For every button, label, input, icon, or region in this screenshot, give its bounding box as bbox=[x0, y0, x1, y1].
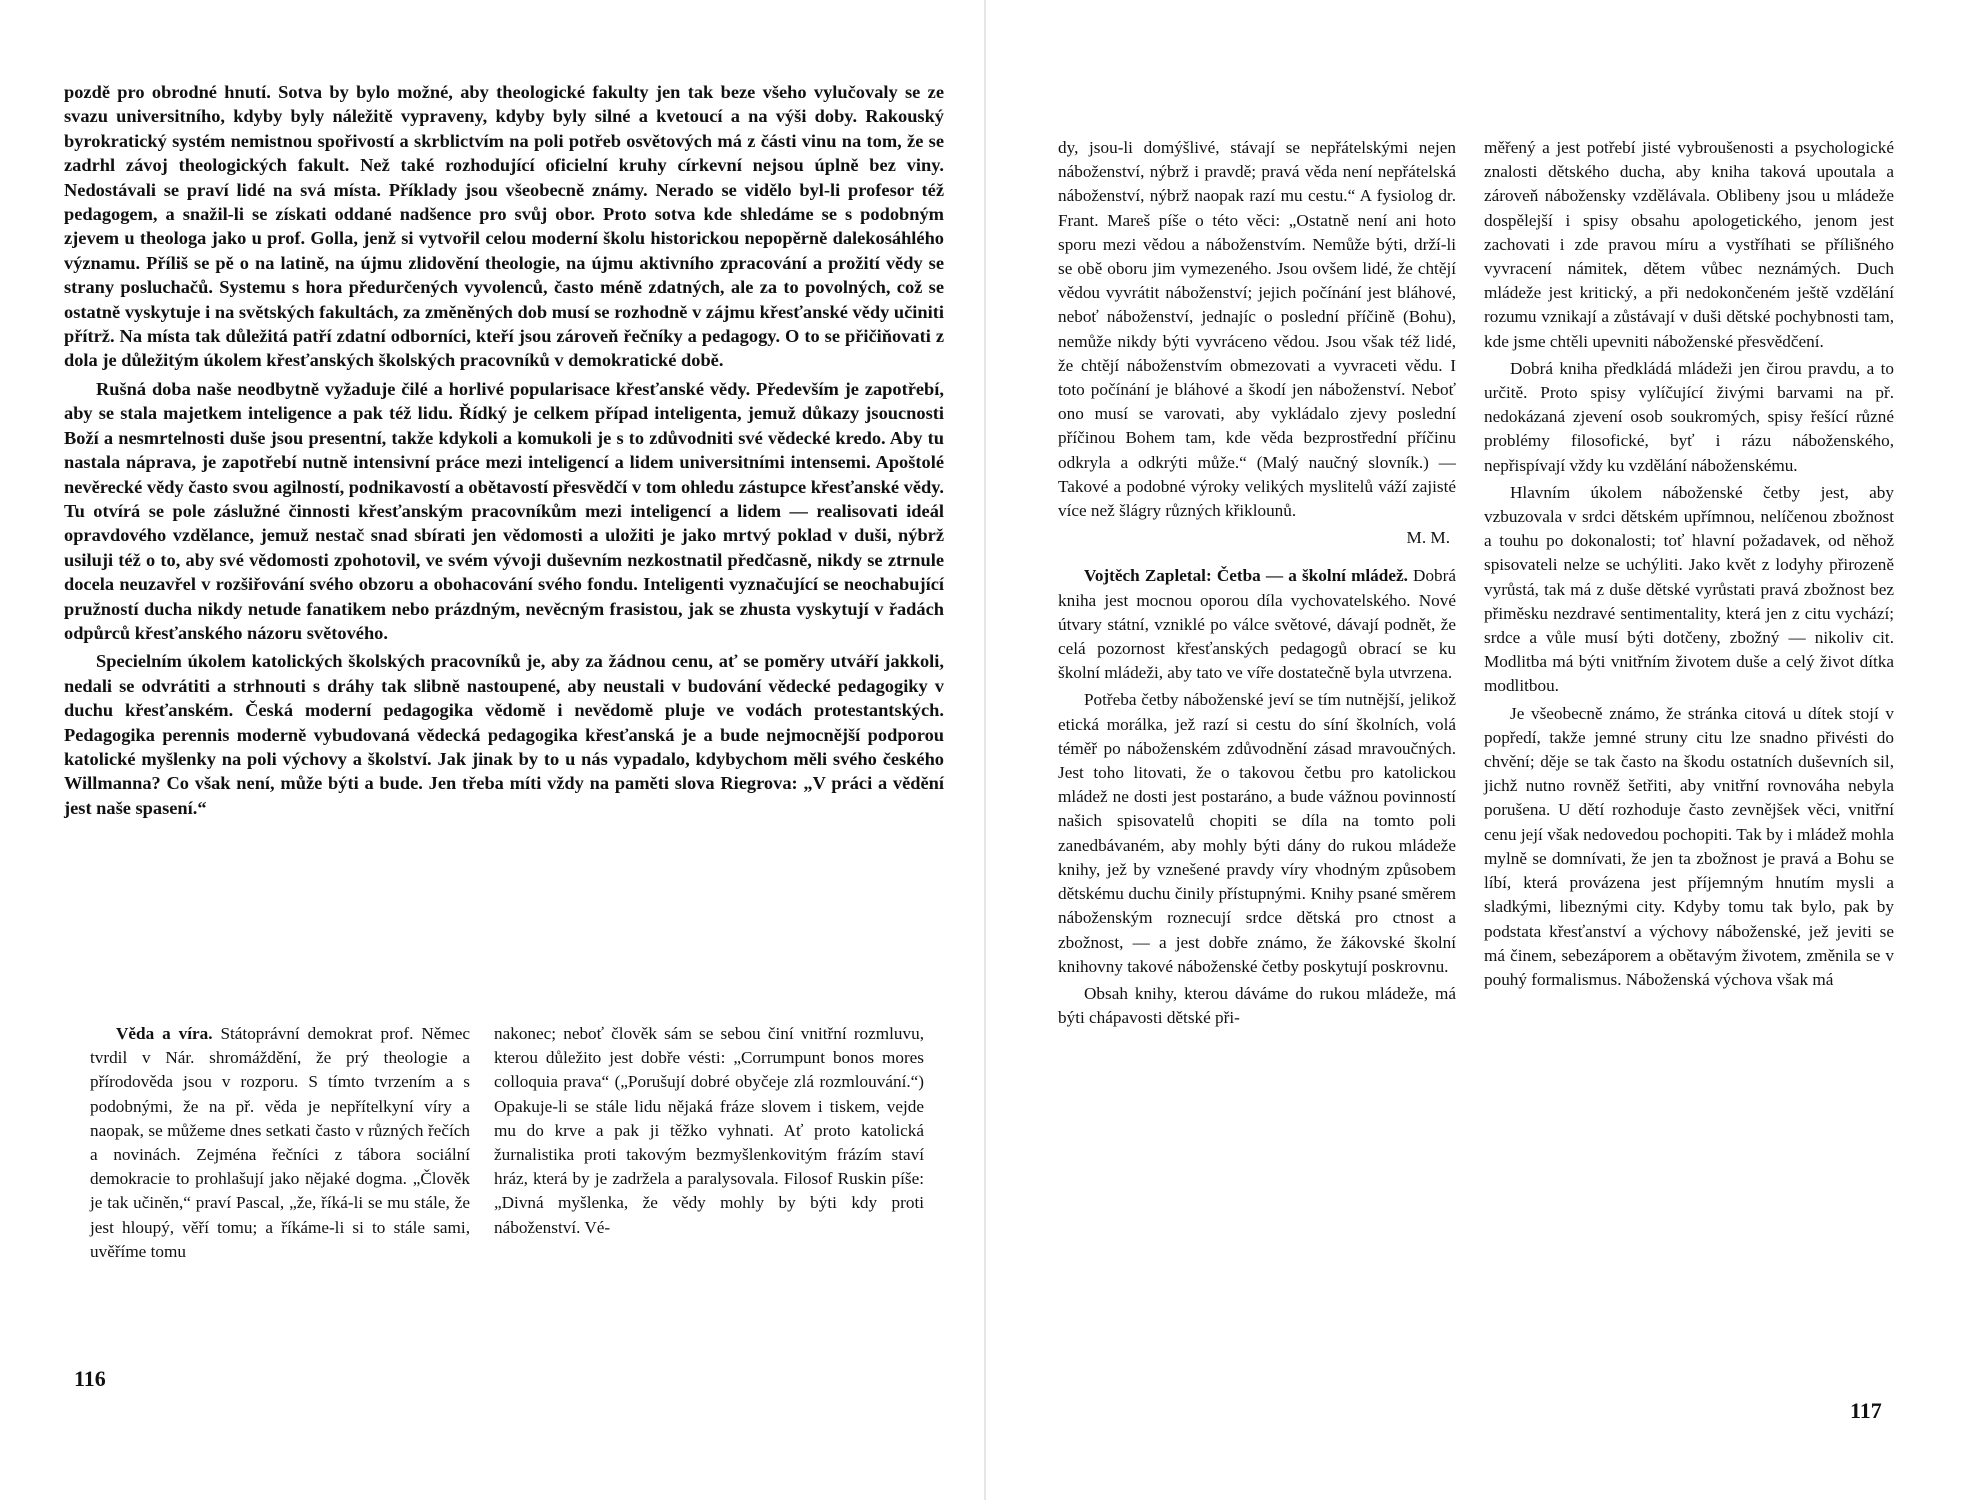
paragraph: Je všeobecně známo, že stránka citová u dítek stojí v popředí, takže jemné struny citu lze snadno přivésti do chvění; děje se tak často na škodu ostatních duševních sil, jichž nutno rovněž šetřiti, aby vnitřní rovnováha nebyla porušena. U dětí rozhoduje často zevnějšek věci, vnitřní cenu její však nedovedou pochopiti. Tak by i mládež mohla mylně se domnívati, že jen ta zbožnost je pravá a Bohu se líbí, která provázena jest příjemným hnutím mysli a sladkými, libeznými city. Kdyby tomu tak bylo, pak by podstata křesťanství a výchovy náboženské, jež jeviti se má činem, sebezáporem a obětavým životem, změnila se v pouhý formalismus. Náboženská výchova však má bbox=[1484, 703, 1894, 989]
paragraph: Dobrá kniha jest mocnou oporou díla vychovatelského. Nové útvary státní, vzniklé po válce světové, dávají podnět, že celá pozornost křesťanských pedagogů obrací se ku školní mládeži, aby tato ve víře dostatečně byla utvrzena. bbox=[1058, 566, 1456, 683]
page-number: 117 bbox=[1850, 1398, 1882, 1423]
paragraph: Rušná doba naše neodbytně vyžaduje čilé a horlivé popularisace křesťanské vědy. Především je zapotřebí, aby se stala majetkem inteligence a pak též lidu. Řídký je celkem případ inteligenta, jemuž důkazy jsoucnosti Boží a nesmrtelnosti duše jsou presentní, takže kdykoli a komukoli je s to zdůvodniti své vědecké kredo. Aby tu nastala náprava, je zapotřebí nutně intensivní práce mezi inteligencí a lidem universitními intensemi. Apoštolé nevěrecké vědy často svou agilností, podnikavostí a obětavostí přesvědčí v tom ohledu zástupce křesťanské vědy. Tu otvírá se pole záslužné činnosti křesťanským pracovníkům mezi inteligencí a lidem — realisovati ideál opravdového vzdělance, jemuž nestač snad sbírati jen vědomosti a uložiti je jako mrtvý poklad v duši, nýbrž usiluji též o to, aby své vědomosti zpohotovil, ve svém vývoji duševním nezkostnatil předčasně, nikdy se ztrnule docela neuzavřel v rozšiřování svého obzoru a obohacování svého fondu. Inteligenti vyznačující se neochabující pružností ducha nikdy netude fanatikem nebo prázdným, nevěcným frasistou, jak se zhusta vyskytují v řadách odpůrců křesťanského názoru světového. bbox=[64, 378, 944, 643]
paragraph: Státoprávní demokrat prof. Němec tvrdil v Nár. shromáždění, že prý theologie a přírodověda jsou v rozporu. S tímto tvrzením a s podobnými, že na př. věda je nepřítelkyní víry a naopak, se můžeme dnes setkati často v různých řečích a novinách. Zejména řečníci z tábora sociální demokracie to prohlašují jako nějaké dogma. „Člověk je tak učiněn,“ praví Pascal, „že, říká-li se mu stále, že jest hloupý, věří tomu; a říkáme-li si to stále sami, uvěříme tomu bbox=[90, 1024, 470, 1261]
page-number: 116 bbox=[74, 1366, 106, 1391]
section-heading: Vojtěch Zapletal: Četba — a školní mládež. bbox=[1084, 566, 1408, 586]
paragraph: Specielním úkolem katolických školských pracovníků je, aby za žádnou cenu, ať se poměry utváří jakkoli, nedali se odvrátiti a strhnouti s dráhy tak slibně nastoupené, aby neustali v budování vědecké pedagogiky v duchu křesťanském. Česká moderní pedagogika vědomě i nevědomě pluje ve vodách protestantských. Pedagogika perennis moderně vybudovaná vědecká pedagogika křesťanská je a bude nejmocnější podporou katolické myšlenky na poli výchovy a školství. Jak jinak by to u nás vypadalo, kdybychom měli svého českého Willmanna? Co však není, může býti a bude. Jen třeba míti vždy na paměti slova Riegrova: „V práci a vědění jest naše spasení.“ bbox=[64, 651, 944, 818]
paragraph: Dobrá kniha předkládá mládeži jen čirou pravdu, a to určitě. Proto spisy vylíčující živými barvami na př. nedokázaná zjevení osob soukromých, spisy řešící různé problémy filosofické, byť i rázu náboženského, nepřispívají vždy ku vzdělání náboženskému. bbox=[1484, 358, 1894, 475]
paragraph: měřený a jest potřebí jisté vybroušenosti a psychologické znalosti dětského ducha, aby kniha taková upoutala a zároveň nábožensky vzdělávala. Oblibeny jsou u mládeže dospělejší i spisy obsahu apologetického, jenom jest zachovati i zde pravou míru a vystříhati se přílišného vyvracení námitek, dětem vůbec neznámých. Duch mládeže jest kritický, a při nedokončeném ještě vzdělání rozumu vznikají a zůstávají v duši dětské pochybnosti tam, kde jsme chtěli upevniti náboženské přesvědčení. bbox=[1484, 138, 1894, 351]
right-column-2 bbox=[1484, 136, 1894, 992]
left-top-article bbox=[64, 80, 944, 820]
signature: M. M. bbox=[1406, 528, 1450, 548]
paragraph: Hlavním úkolem náboženské četby jest, aby vzbuzovala v srdci dětském upřímnou, nelíčenou zbožnost a touhu po dokonalosti; toť hlavní požadavek, od něhož spisovateli nelze se uchýliti. Jako květ z lodyhy přirozeně vyrůstá, tak má z duše dětské vyrůstati pravá zbožnost bez přiměsku nezdravé sentimentality, která jen z citu vychází; srdce a vůle musí býti dotčeny, zbožný — nikoliv cit. Modlitba má býti vnitřním životem duše a celý život dítka modlitbou. bbox=[1484, 482, 1894, 696]
paragraph: Obsah knihy, kterou dáváme do rukou mládeže, má býti chápavosti dětské při- bbox=[1058, 983, 1456, 1028]
paragraph: dy, jsou-li domýšlivé, stávají se nepřátelskými nejen náboženství, nýbrž i pravdě; pravá věda není nepřátelská náboženství, nýbrž naopak razí mu cestu.“ A fysiolog dr. Frant. Mareš píše o této věci: „Ostatně není ani hoto sporu mezi vědou a náboženstvím. Nemůže býti, drží-li se obě oboru jim vymezeného. Jsou ovšem lidé, že chtějí vědou vyvrátit náboženství; jejich počínání jest bláhové, neboť náboženství, jednajíc o poslední příčině (Bohu), nemůže nikdy býti vyvráceno vědou. Jsou však též lidé, že chtějí náboženstvím obmezovati a vyvraceti vědu. I toto počínání je bláhové a škodí jen náboženství. Neboť ono musí se varovati, aby vykládalo zjevy poslední příčinou Bohem tam, kde věda bezprostřední příčinu odkryla a odkrýti může.“ (Malý naučný slovník.) — Takové a podobné výroky velikých myslitelů váží zajisté více než šlágry různých křiklounů. bbox=[1058, 138, 1456, 521]
right-page bbox=[985, 0, 1970, 1500]
paragraph: nakonec; neboť člověk sám se sebou činí vnitřní rozmluvu, kterou důležito jest dobře vésti: „Corrumpunt bonos mores colloquia prava“ („Porušují dobré obyčeje zlá rozmlouvání.“) Opakuje-li se stále lidu nějaká fráze slovem i tiskem, vejde mu do krve a pak ji těžko vyhnati. Ať proto katolická žurnalistika proti takovým bezmyšlenkovitým frázím staví hráz, která by je zadržela a paralysovala. Filosof Ruskin píše: „Divná myšlenka, že vědy mohly by býti kdy proti náboženství. Vé- bbox=[494, 1024, 924, 1237]
paragraph: pozdě pro obrodné hnutí. Sotva by bylo možné, aby theologické fakulty jen tak beze všeho vylučovaly se ze svazu universitního, kdyby byly náležitě vypraveny, kdyby byly silné a kvetoucí a na výši doby. Rakouský byrokratický systém nemistnou spořivostí a skrblictvím na poli potřeb osvětových má z části vinu na tom, že se zadrhl závoj theologických fakult. Než také rozhodující oficielní kruhy církevní nejsou úplně bez viny. Nedostávali se praví lidé na svá místa. Příklady jsou všeobecně známy. Nerado se vidělo byl-li profesor též pedagogem, a snažil-li se získati oddané nadšence pro svůj obor. Proto sotva kde shledáme se s podobným zjevem u theologa jako u prof. Golla, jenž si vytvořil celou moderní školu historickou nepopěrně dalekosáhlého významu. Příliš se pě o na latině, na újmu zlidovění theologie, na újmu aktivního zpracování a prožití vědy se strany posluchačů. Systemu s hora předurčených vyvolenců, často méně zdatných, ale za to povolných, což se ostatně vyskytuje i na světských fakultách, za změněných dob musí se rozhodně v zájmu křesťanské vědy učiniti přítrž. Na místa tak důležitá patří zdatní odborníci, kteří jsou zároveň řečníky a pedagogy. O to se přičiňovati z dola je důležitým úkolem křesťanských školských pracovníků v demokratické době. bbox=[64, 82, 944, 371]
left-column-2 bbox=[494, 1022, 924, 1240]
left-column-1 bbox=[90, 1022, 470, 1264]
section-heading: Věda a víra. bbox=[116, 1024, 213, 1043]
right-column-1 bbox=[1058, 136, 1456, 1030]
paragraph: Potřeba četby náboženské jeví se tím nutnější, jelikož etická morálka, jež razí si cestu do síní školních, volá téměř po náboženském zdůvodnění zásad mravoučných. Jest toho litovati, že o takovou četbu pro katolickou mládež ne dosti jest postaráno, a bude vážnou povinností našich spisovatelů chopiti se díla na tomto poli zanedbávaném, aby mohly býti dány do rukou mládeže knihy, jež by vznešené pravdy víry vhodným způsobem dětskému duchu činily přístupnými. Knihy psané směrem náboženským roznecují srdce dětská pro ctnost a zbožnost, — a jest dobře známo, že žákovské školní knihovny takové náboženské četby poskytují poskrovnu. bbox=[1058, 690, 1456, 976]
